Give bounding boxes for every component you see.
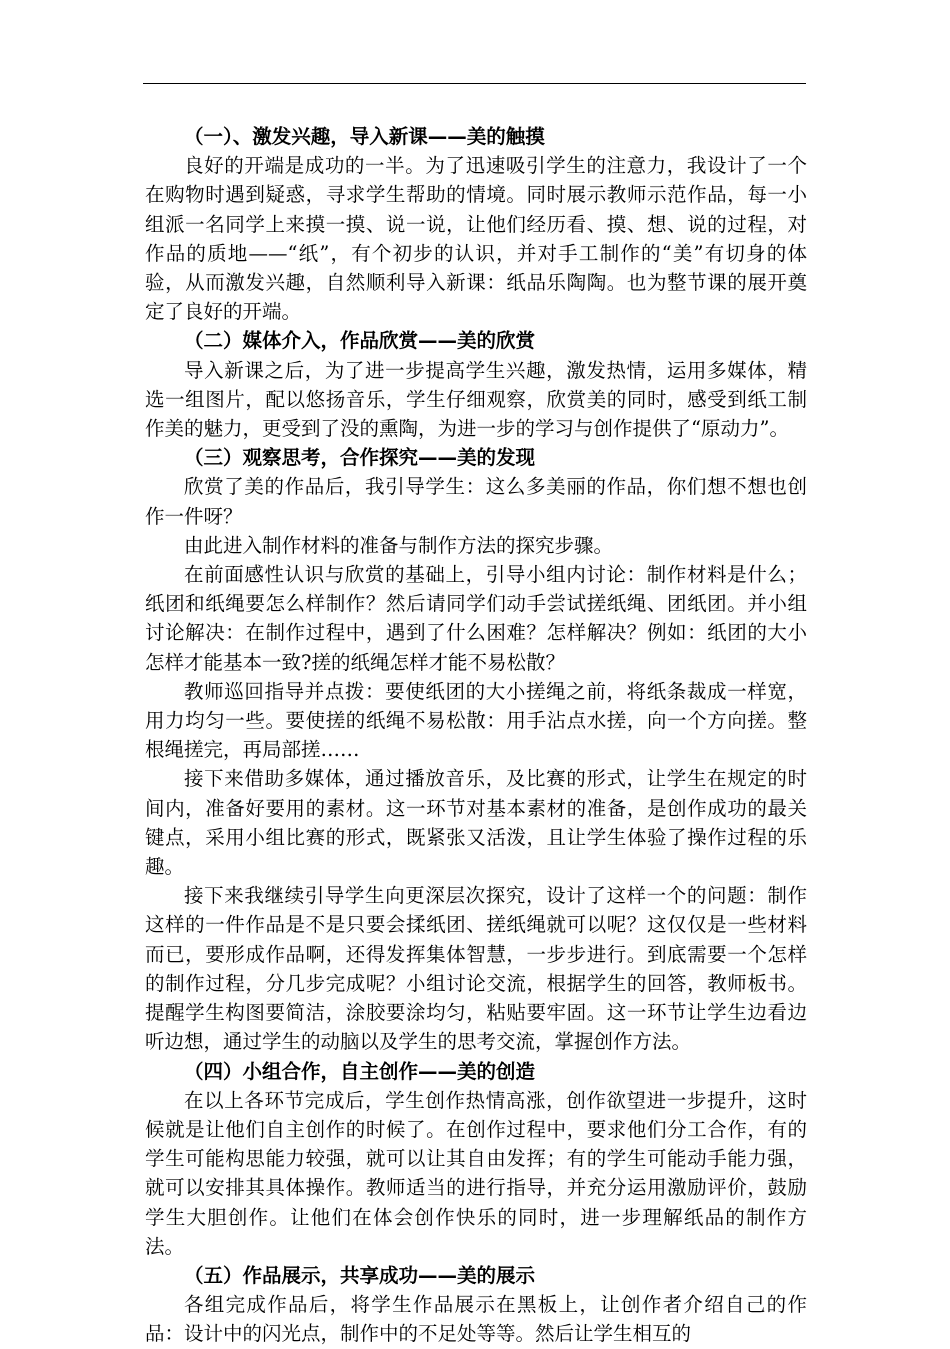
paragraph: 在以上各环节完成后，学生创作热情高涨，创作欲望进一步提升，这时候就是让他们自主创作的时候了。在创作过程中，要求他们分工合作，有的学生可能构思能力较强，就可以让其自由发挥；有的学生可能动手能力强，就可以安排其具体操作。教师适当的进行指导，并充分运用激励评价，鼓励学生大胆创作。让他们在体会创作快乐的同时，进一步理解纸品的制作方法。: [145, 1088, 807, 1258]
paragraph: 欣赏了美的作品后，我引导学生：这么多美丽的作品，你们想不想也创作一件呀？: [145, 475, 807, 528]
paragraph: 各组完成作品后，将学生作品展示在黑板上，让创作者介绍自己的作品：设计中的闪光点，制作中的不足处等等。然后让学生相互的: [145, 1293, 807, 1346]
section-heading: （三）观察思考，合作探究——美的发现: [184, 446, 536, 470]
paragraph: 接下来借助多媒体，通过播放音乐，及比赛的形式，让学生在规定的时间内，准备好要用的素材。这一环节对基本素材的准备，是创作成功的最关键点，采用小组比赛的形式，既紧张又活泼，且让学生体验了操作过程的乐趣。: [145, 767, 807, 879]
paragraph: 导入新课之后，为了进一步提高学生兴趣，激发热情，运用多媒体，精选一组图片，配以悠扬音乐，学生仔细观察，欣赏美的同时，感受到纸工制作美的魅力，更受到了没的熏陶，为进一步的学习与创作提供了“原动力”。: [145, 358, 807, 441]
paragraph: 教师巡回指导并点拨：要使纸团的大小搓绳之前，将纸条裁成一样宽，用力均匀一些。要使搓的纸绳不易松散：用手沾点水搓，向一个方向搓。整根绳搓完，再局部搓……: [145, 679, 807, 762]
section-heading: （一）、激发兴趣，导入新课——美的触摸: [184, 125, 545, 148]
header-rule: [143, 83, 806, 84]
section-heading: （二）媒体介入，作品欣赏——美的欣赏: [184, 329, 536, 353]
section-5: [145, 1261, 807, 1349]
section-2: [145, 326, 807, 443]
section-heading: （四）小组合作，自主创作——美的创造: [184, 1059, 536, 1083]
paragraph: 良好的开端是成功的一半。为了迅速吸引学生的注意力，我设计了一个在购物时遇到疑惑，寻求学生帮助的情境。同时展示教师示范作品，每一小组派一名同学上来摸一摸、说一说，让他们经历看、摸、想、说的过程，对作品的质地——“纸”，有个初步的认识，并对手工制作的“美”有切身的体验，从而激发兴趣，自然顺利导入新课：纸品乐陶陶。也为整节课的展开奠定了良好的开端。: [145, 154, 807, 324]
section-3: [145, 443, 807, 1056]
section-1: [145, 122, 807, 326]
document-body: [145, 122, 807, 1349]
paragraph: 接下来我继续引导学生向更深层次探究，设计了这样一个的问题：制作这样的一件作品是不是只要会揉纸团、搓纸绳就可以呢？这仅仅是一些材料而已，要形成作品啊，还得发挥集体智慧，一步步进行。到底需要一个怎样的制作过程，分几步完成呢？小组讨论交流，根据学生的回答，教师板书。提醒学生构图要简洁，涂胶要涂均匀，粘贴要牢固。这一环节让学生边看边听边想，通过学生的动脑以及学生的思考交流，掌握创作方法。: [145, 884, 807, 1054]
paragraph: 由此进入制作材料的准备与制作方法的探究步骤。: [184, 533, 614, 557]
paragraph: 在前面感性认识与欣赏的基础上，引导小组内讨论：制作材料是什么；纸团和纸绳要怎么样制作？然后请同学们动手尝试搓纸绳、团纸团。并小组讨论解决：在制作过程中，遇到了什么困难？怎样解决？例如：纸团的大小怎样才能基本一致?搓的纸绳怎样才能不易松散？: [145, 563, 807, 674]
section-4: [145, 1057, 807, 1261]
section-heading: （五）作品展示，共享成功——美的展示: [184, 1263, 536, 1287]
